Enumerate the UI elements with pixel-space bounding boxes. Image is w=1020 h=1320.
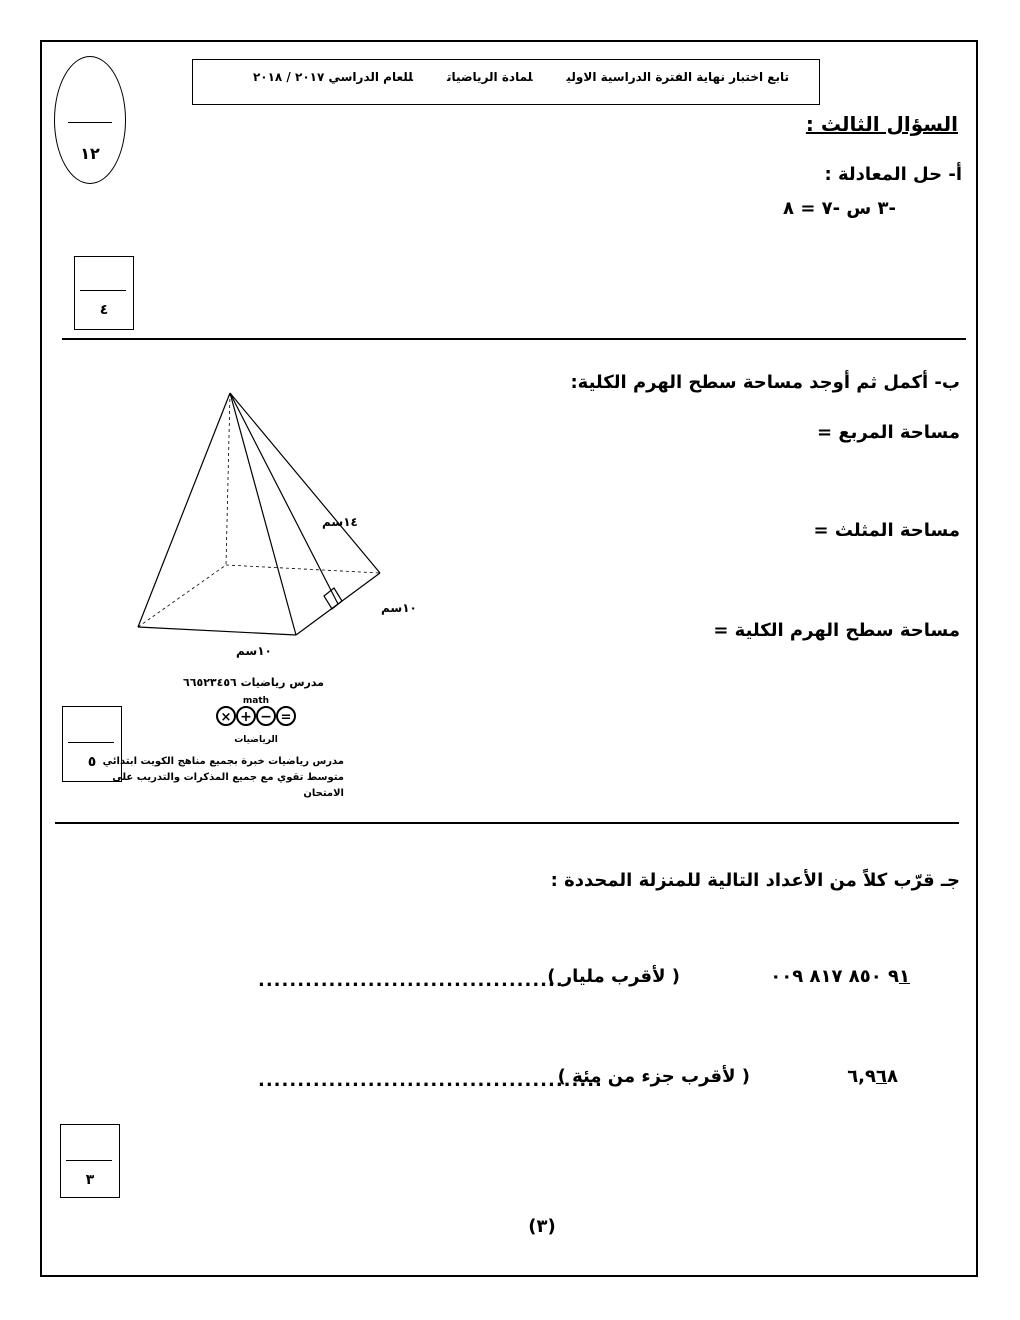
divider-2 — [55, 822, 959, 824]
part-a-score: ٤ — [99, 302, 109, 318]
logo-desc-3: الامتحان — [303, 788, 344, 799]
round-number-1 — [770, 966, 910, 987]
multiply-glyph: × — [220, 710, 232, 725]
page-number: (٣) — [528, 1216, 556, 1237]
part-a-score-line — [80, 290, 126, 291]
header-text — [219, 70, 789, 84]
part-b-score: ٥ — [87, 754, 97, 770]
round-number-1-digit: ١ — [899, 966, 910, 987]
exam-header — [192, 59, 820, 105]
part-c-score-line — [66, 1160, 112, 1161]
round-instruction-1: ( لأقرب مليار ) — [547, 966, 680, 987]
logo-word: math — [242, 696, 270, 706]
base-front-label: ١٠سم — [236, 644, 272, 658]
part-c-score: ٣ — [85, 1172, 95, 1188]
part-a-score-box — [74, 256, 134, 330]
answer-blank-2[interactable]: ............................................ — [258, 1070, 603, 1091]
logo-caption: الرياضيات — [234, 735, 278, 745]
logo-teacher-line: مدرس رياضيات ٦٦٥٢٣٤٥٦ — [183, 676, 324, 689]
round-number-2-digit: ٦ — [876, 1066, 887, 1087]
header-exam-title: تابع اختبار نهاية الفترة الدراسية الاولي — [566, 70, 789, 84]
slant-height-label: ١٤سم — [322, 515, 358, 529]
logo-desc-2: متوسط تقوي مع جميع المذكرات والتدريب على — [112, 772, 344, 783]
total-area-label: مساحة سطح الهرم الكلية = — [713, 620, 960, 641]
part-b-score-box — [62, 706, 122, 782]
header-subject: لمادة الرياضيات — [447, 70, 533, 84]
answer-blank-1[interactable]: ....................................... — [258, 970, 564, 991]
plus-glyph: + — [240, 709, 252, 725]
part-b-prompt: ب- أكمل ثم أوجد مساحة سطح الهرم الكلية: — [570, 372, 960, 393]
question-title: السؤال الثالث : — [805, 112, 958, 136]
round-number-2-pre: ٦,٩ — [847, 1066, 876, 1087]
part-a-equation: -٣ س -٧ = ٨ — [783, 198, 896, 219]
minus-glyph: − — [260, 709, 272, 725]
divider-1 — [62, 338, 966, 340]
equals-glyph: = — [280, 710, 292, 725]
header-year: للعام الدراسي ٢٠١٧ / ٢٠١٨ — [252, 70, 414, 84]
logo-desc-1: مدرس رياضيات خبرة بجميع مناهج الكويت ابتدائي — [102, 756, 344, 767]
base-side-label: ١٠سم — [381, 601, 417, 615]
total-score: ١٢ — [80, 144, 100, 163]
right-angle-marker — [324, 588, 342, 609]
round-number-2-post: ٨ — [887, 1066, 898, 1087]
total-score-line — [68, 122, 112, 123]
round-number-2 — [847, 1066, 898, 1087]
part-a-prompt: أ- حل المعادلة : — [824, 164, 962, 185]
math-logo — [210, 694, 300, 746]
round-number-1-post: ٨٥٠ ٨١٧ ٠٠٩ — [770, 966, 888, 987]
total-score-oval — [54, 56, 126, 184]
square-area-label: مساحة المربع = — [817, 422, 960, 443]
round-instruction-2: ( لأقرب جزء من مئة ) — [557, 1066, 750, 1087]
triangle-area-label: مساحة المثلث = — [813, 520, 960, 541]
round-number-1-pre: ٩ — [888, 966, 899, 987]
part-c-prompt: جـ قرّب كلاً من الأعداد التالية للمنزلة المحددة : — [550, 870, 960, 891]
pyramid-visible-edges — [138, 393, 380, 635]
part-b-score-line — [68, 742, 114, 743]
pyramid-figure — [130, 385, 417, 665]
